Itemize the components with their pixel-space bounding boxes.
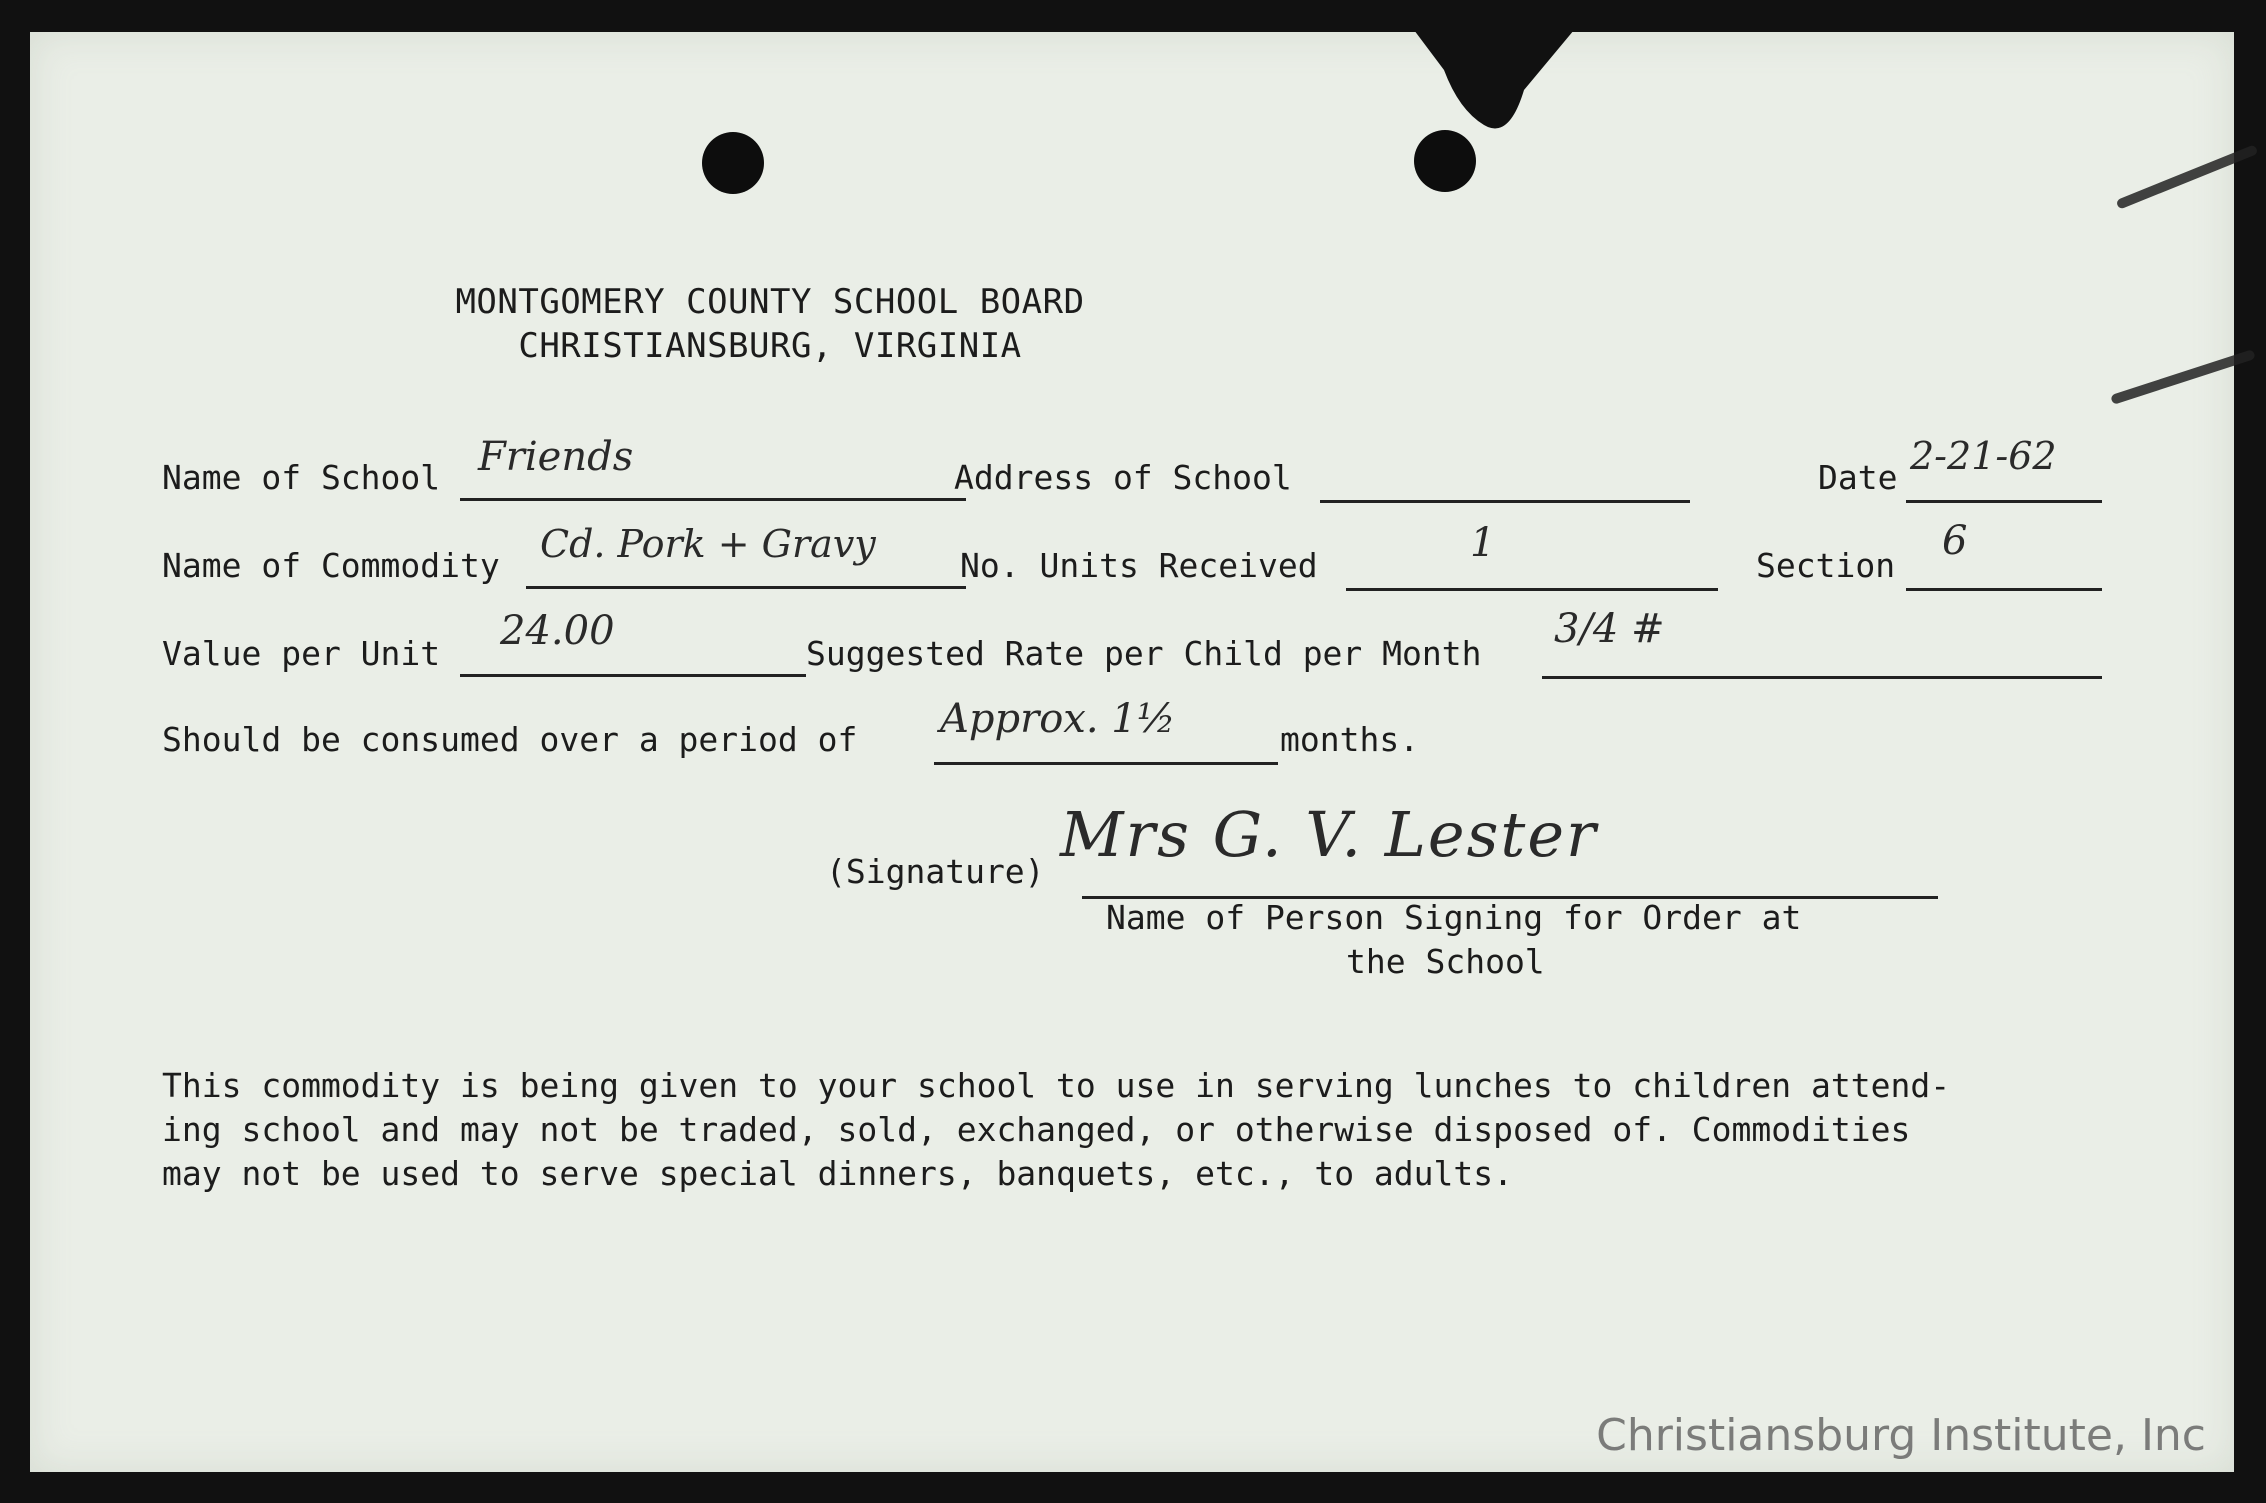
signature-caption-line2: the School (1346, 942, 1545, 981)
date-value: 2-21-62 (1910, 434, 2057, 478)
value-per-unit-value: 24.00 (500, 608, 615, 654)
handwritten-signature: Mrs G. V. Lester (1060, 798, 1598, 871)
section-line (1906, 588, 2102, 591)
period-line (934, 762, 1278, 765)
signature-caption-line1: Name of Person Signing for Order at (1106, 898, 1802, 937)
section-value: 6 (1942, 518, 1968, 564)
suggested-rate-line (1542, 676, 2102, 679)
suggested-rate-value: 3/4 # (1554, 606, 1665, 652)
board-location: CHRISTIANSBURG, VIRGINIA (518, 326, 1022, 366)
date-line (1906, 500, 2102, 503)
suggested-rate-label: Suggested Rate per Child per Month (806, 634, 1482, 673)
watermark: Christiansburg Institute, Inc (1596, 1410, 2206, 1461)
period-suffix: months. (1280, 720, 1420, 759)
value-per-unit-line (460, 674, 806, 677)
commodity-line (526, 586, 966, 589)
school-name-label: Name of School (162, 458, 441, 497)
value-per-unit-label: Value per Unit (162, 634, 441, 673)
commodity-value: Cd. Pork + Gravy (540, 522, 876, 566)
school-name-line (460, 498, 966, 501)
units-line (1346, 588, 1718, 591)
commodity-label: Name of Commodity (162, 546, 500, 585)
commodity-receipt-card (30, 32, 2234, 1472)
usage-notice: This commodity is being given to your school to use in serving lunches to children attend- ing school and may not be traded, sold, exchanged, or otherwise disposed of. Commodities may not be used to serve special dinners, banquets, etc., to adults. (162, 1066, 1951, 1193)
school-name-value: Friends (478, 434, 634, 480)
period-value: Approx. 1½ (940, 696, 1176, 742)
pencil-mark-middle (2110, 349, 2256, 405)
torn-notch (1414, 30, 1574, 150)
punch-hole-left (702, 132, 764, 194)
units-label: No. Units Received (960, 546, 1318, 585)
signature-label: (Signature) (826, 852, 1045, 891)
date-label: Date (1818, 458, 1898, 497)
period-label: Should be consumed over a period of (162, 720, 858, 759)
address-label: Address of School (954, 458, 1292, 497)
letterhead (30, 280, 1510, 368)
address-line (1320, 500, 1690, 503)
section-label: Section (1756, 546, 1896, 585)
units-value: 1 (1470, 520, 1496, 566)
pencil-mark-top (2116, 144, 2259, 209)
board-name: MONTGOMERY COUNTY SCHOOL BOARD (455, 282, 1085, 322)
